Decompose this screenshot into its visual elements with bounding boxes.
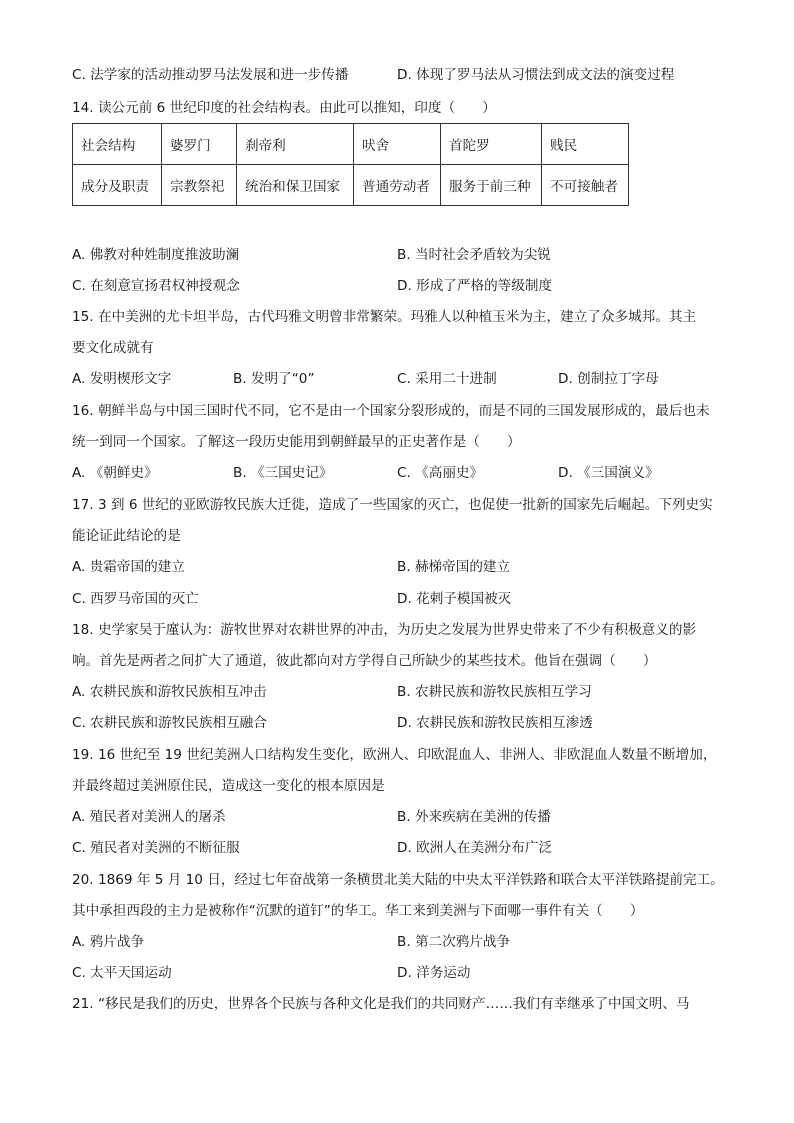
q20-option-c: C. 太平天国运动 <box>72 965 172 981</box>
q19-option-a: A. 殖民者对美洲人的屠杀 <box>72 809 226 825</box>
q18-stem-line2: 响。首先是两者之间扩大了通道，彼此都向对方学得自己所缺少的某些技术。他旨在强调（ ） <box>72 653 657 669</box>
q20-option-a: A. 鸦片战争 <box>72 934 145 950</box>
q18-option-a: A. 农耕民族和游牧民族相互冲击 <box>72 684 267 700</box>
table-cell: 服务于前三种 <box>441 165 542 206</box>
q18-option-c: C. 农耕民族和游牧民族相互融合 <box>72 715 267 731</box>
q19-option-d: D. 欧洲人在美洲分布广泛 <box>397 840 553 856</box>
table-row <box>73 165 629 206</box>
q19-option-b: B. 外来疾病在美洲的传播 <box>397 809 551 825</box>
q18-option-b: B. 农耕民族和游牧民族相互学习 <box>397 684 592 700</box>
q16-option-c: C. 《高丽史》 <box>397 465 484 481</box>
q15-option-d: D. 创制拉丁字母 <box>558 371 659 387</box>
q15-stem-line1: 15. 在中美洲的尤卡坦半岛，古代玛雅文明曾非常繁荣。玛雅人以种植玉米为主，建立了众多城邦。其主 <box>72 309 697 325</box>
table-cell: 贱民 <box>542 124 629 165</box>
table-cell: 社会结构 <box>73 124 162 165</box>
q16-option-d: D. 《三国演义》 <box>558 465 659 481</box>
q20-stem-line1: 20. 1869 年 5 月 10 日，经过七年奋战第一条横贯北美大陆的中央太平洋铁路和联合太平洋铁路提前完工。 <box>72 872 724 888</box>
q19-stem-line1: 19. 16 世纪至 19 世纪美洲人口结构发生变化，欧洲人、印欧混血人、非洲人、非欧混血人数量不断增加， <box>72 747 717 763</box>
q15-option-a: A. 发明楔形文字 <box>72 371 172 387</box>
caste-table <box>72 123 629 206</box>
q13-option-c: C. 法学家的活动推动罗马法发展和进一步传播 <box>72 67 349 83</box>
q14-option-d: D. 形成了严格的等级制度 <box>397 278 553 294</box>
q16-stem-line1: 16. 朝鲜半岛与中国三国时代不同，它不是由一个国家分裂形成的，而是不同的三国发展形成的，最后也未 <box>72 403 710 419</box>
q15-option-b: B. 发明了“0” <box>233 371 315 387</box>
table-cell: 不可接触者 <box>542 165 629 206</box>
q15-stem-line2: 要文化成就有 <box>72 340 154 356</box>
table-cell: 婆罗门 <box>162 124 237 165</box>
q16-option-a: A. 《朝鲜史》 <box>72 465 158 481</box>
q20-stem-line2: 其中承担西段的主力是被称作“沉默的道钉”的华工。华工来到美洲与下面哪一事件有关（ ） <box>72 903 644 919</box>
table-row <box>73 124 629 165</box>
table-cell: 首陀罗 <box>441 124 542 165</box>
q15-option-c: C. 采用二十进制 <box>397 371 497 387</box>
q14-option-b: B. 当时社会矛盾较为尖锐 <box>397 247 551 263</box>
table-cell: 统治和保卫国家 <box>237 165 354 206</box>
q18-option-d: D. 农耕民族和游牧民族相互渗透 <box>397 715 593 731</box>
q13-option-d: D. 体现了罗马法从习惯法到成文法的演变过程 <box>397 67 675 83</box>
q17-stem-line1: 17. 3 到 6 世纪的亚欧游牧民族大迁徙，造成了一些国家的灭亡，也促使一批新的国家先后崛起。下列史实 <box>72 497 713 513</box>
q21-stem-line1: 21. “移民是我们的历史，世界各个民族与各种文化是我们的共同财产……我们有幸继承了中国文明、马 <box>72 996 690 1012</box>
q16-stem-line2: 统一到同一个国家。了解这一段历史能用到朝鲜最早的正史著作是（ ） <box>72 434 521 450</box>
q19-stem-line2: 并最终超过美洲原住民，造成这一变化的根本原因是 <box>72 778 385 794</box>
q17-option-a: A. 贵霜帝国的建立 <box>72 559 185 575</box>
table-cell: 刹帝利 <box>237 124 354 165</box>
table-cell: 普通劳动者 <box>354 165 441 206</box>
q14-stem: 14. 读公元前 6 世纪印度的社会结构表。由此可以推知，印度（ ） <box>72 100 496 116</box>
q14-option-a: A. 佛教对种姓制度推波助澜 <box>72 247 240 263</box>
table-cell: 成分及职责 <box>73 165 162 206</box>
q17-stem-line2: 能论证此结论的是 <box>72 528 181 544</box>
q20-option-d: D. 洋务运动 <box>397 965 471 981</box>
q17-option-d: D. 花剌子模国被灭 <box>397 591 512 607</box>
q16-option-b: B. 《三国史记》 <box>233 465 333 481</box>
q17-option-b: B. 赫梯帝国的建立 <box>397 559 511 575</box>
q20-option-b: B. 第二次鸦片战争 <box>397 934 511 950</box>
q19-option-c: C. 殖民者对美洲的不断征服 <box>72 840 240 856</box>
q14-option-c: C. 在刻意宣扬君权神授观念 <box>72 278 240 294</box>
table-cell: 宗教祭祀 <box>162 165 237 206</box>
q18-stem-line1: 18. 史学家吴于廑认为：游牧世界对农耕世界的冲击，为历史之发展为世界史带来了不少有积极意义的影 <box>72 622 697 638</box>
q17-option-c: C. 西罗马帝国的灭亡 <box>72 591 199 607</box>
table-cell: 吠舍 <box>354 124 441 165</box>
